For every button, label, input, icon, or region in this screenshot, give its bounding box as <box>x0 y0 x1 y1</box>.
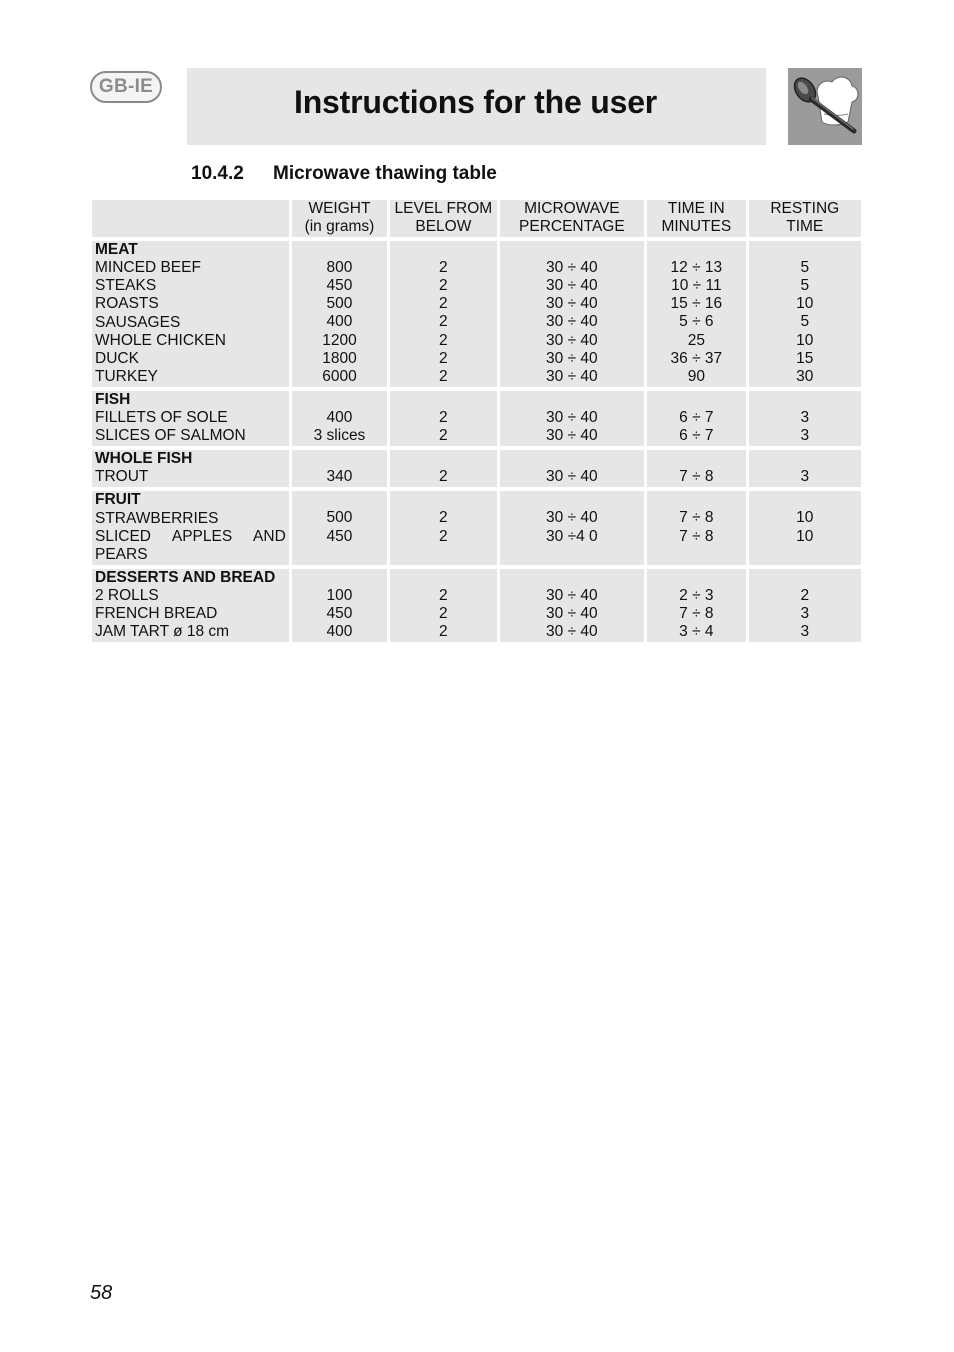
cell-value: 5 <box>800 313 810 331</box>
cell-value: 450 <box>326 277 353 295</box>
section-title: Microwave thawing table <box>273 163 497 184</box>
food-item: SLICES OF SALMON <box>95 427 246 445</box>
resting-cell <box>749 569 861 642</box>
cell-value: 2 <box>439 259 448 277</box>
food-item: TROUT <box>95 468 149 486</box>
food-item: STRAWBERRIES <box>95 509 219 527</box>
cell-value: 30 <box>796 367 814 385</box>
time-column-header <box>647 200 745 237</box>
cell-value: 2 <box>439 622 448 640</box>
cell-value: 2 <box>439 408 448 426</box>
cell-value: 10 ÷ 11 <box>671 277 722 295</box>
cell-value: 2 <box>439 295 448 313</box>
cell-value: 30 ÷ 40 <box>546 427 598 445</box>
cell-value: 10 <box>796 331 814 349</box>
cell-value: 25 <box>687 331 705 349</box>
language-badge <box>90 71 162 103</box>
header-label-line: LEVEL FROM <box>394 200 493 217</box>
header-label-line: MINUTES <box>661 218 732 236</box>
table-row <box>92 241 861 387</box>
header-label-line: BELOW <box>415 218 472 236</box>
page-number: 58 <box>90 1282 113 1304</box>
table-row <box>92 569 861 642</box>
category-label: DESSERTS AND BREAD <box>95 568 276 586</box>
time-cell <box>647 491 745 564</box>
spoon-and-chef-hat-icon <box>788 68 862 145</box>
cell-value: 6000 <box>322 367 357 385</box>
cell-value: 10 <box>796 527 814 545</box>
level-cell <box>390 241 496 387</box>
header-label-line: TIME IN <box>667 200 725 217</box>
cell-value: 100 <box>326 586 353 604</box>
food-item <box>95 528 286 546</box>
food-item: WHOLE CHICKEN <box>95 331 226 349</box>
cell-value: 30 ÷ 40 <box>546 367 598 385</box>
language-badge-label: GB-IE <box>98 76 154 97</box>
cell-value: 1200 <box>322 331 357 349</box>
header-label-line: (in grams) <box>304 218 375 236</box>
cell-value: 3 <box>800 408 810 426</box>
level-column-header <box>390 200 496 237</box>
cell-value: 2 <box>439 527 448 545</box>
food-item: JAM TART ø 18 cm <box>95 623 230 641</box>
weight-cell <box>292 241 387 387</box>
percentage-cell <box>500 569 645 642</box>
page-title: Instructions for the user <box>294 84 658 120</box>
food-item-word: SLICED <box>95 527 151 545</box>
time-cell <box>647 391 745 446</box>
cell-value: 7 ÷ 8 <box>679 468 714 486</box>
food-cell <box>92 391 289 446</box>
resting-cell <box>749 391 861 446</box>
food-cell <box>92 569 289 642</box>
food-cell <box>92 491 289 564</box>
cell-value: 7 ÷ 8 <box>679 509 714 527</box>
cell-value: 7 ÷ 8 <box>679 604 714 622</box>
cell-value: 30 ÷ 40 <box>546 277 598 295</box>
cell-value: 36 ÷ 37 <box>670 349 723 367</box>
cell-value: 500 <box>326 509 353 527</box>
header-label-line: RESTING <box>770 200 840 217</box>
cell-value: 30 ÷ 40 <box>546 349 598 367</box>
weight-cell <box>292 491 387 564</box>
percentage-cell <box>500 491 645 564</box>
thawing-table <box>89 196 864 646</box>
title-band <box>187 68 766 145</box>
resting-cell <box>749 491 861 564</box>
category-label: FISH <box>95 390 131 408</box>
header-label-line: TIME <box>786 218 824 236</box>
percentage-cell <box>500 241 645 387</box>
level-cell <box>390 391 496 446</box>
level-cell <box>390 491 496 564</box>
food-item-word: AND <box>253 527 286 545</box>
cell-value: 30 ÷ 40 <box>546 331 598 349</box>
cell-value: 30 ÷4 0 <box>546 527 598 545</box>
cell-value: 450 <box>326 527 353 545</box>
cell-value: 15 <box>796 349 814 367</box>
section-heading <box>191 163 497 185</box>
header-label-line: PERCENTAGE <box>519 218 625 236</box>
cell-value: 2 <box>439 427 448 445</box>
cell-value: 3 ÷ 4 <box>679 622 714 640</box>
percentage-column-header <box>500 200 645 237</box>
food-item: PEARS <box>95 545 148 563</box>
header-label-line: WEIGHT <box>308 200 371 217</box>
category-label: FRUIT <box>95 491 141 509</box>
food-item: FILLETS OF SOLE <box>95 409 228 427</box>
food-cell <box>92 241 289 387</box>
food-item: ROASTS <box>95 295 159 313</box>
resting-column-header <box>749 200 861 237</box>
cell-value: 30 ÷ 40 <box>546 408 598 426</box>
food-item: 2 ROLLS <box>95 586 159 604</box>
cell-value: 450 <box>326 604 353 622</box>
food-item: STEAKS <box>95 277 157 295</box>
level-cell <box>390 569 496 642</box>
cell-value: 30 ÷ 40 <box>546 295 598 313</box>
cell-value: 30 ÷ 40 <box>546 468 598 486</box>
cell-value: 3 slices <box>313 427 366 445</box>
weight-cell <box>292 391 387 446</box>
table-row <box>92 491 861 564</box>
category-label: MEAT <box>95 241 138 259</box>
time-cell <box>647 569 745 642</box>
cell-value: 2 <box>439 468 448 486</box>
cell-value: 3 <box>800 468 810 486</box>
cell-value: 3 <box>800 427 810 445</box>
food-cell <box>92 450 289 487</box>
weight-cell <box>292 450 387 487</box>
food-item-word: APPLES <box>171 527 233 545</box>
cell-value: 2 <box>800 586 810 604</box>
cell-value: 800 <box>326 259 353 277</box>
food-item: FRENCH BREAD <box>95 604 218 622</box>
cell-value: 12 ÷ 13 <box>670 259 723 277</box>
cell-value: 2 ÷ 3 <box>679 586 714 604</box>
cell-value: 5 <box>800 259 810 277</box>
percentage-cell <box>500 391 645 446</box>
percentage-cell <box>500 450 645 487</box>
resting-cell <box>749 241 861 387</box>
weight-column-header <box>292 200 387 237</box>
cell-value: 10 <box>796 295 814 313</box>
cell-value: 500 <box>326 295 353 313</box>
cell-value: 1800 <box>322 349 357 367</box>
cell-value: 2 <box>439 586 448 604</box>
cell-value: 6 ÷ 7 <box>679 427 714 445</box>
header-label-line: MICROWAVE <box>524 200 620 217</box>
table-row <box>92 450 861 487</box>
cell-value: 5 ÷ 6 <box>679 313 714 331</box>
section-number: 10.4.2 <box>191 163 244 184</box>
cell-value: 400 <box>326 622 353 640</box>
cell-value: 5 <box>800 277 810 295</box>
time-cell <box>647 241 745 387</box>
food-item: TURKEY <box>95 367 158 385</box>
cell-value: 3 <box>800 604 810 622</box>
cell-value: 400 <box>326 408 353 426</box>
cell-value: 2 <box>439 349 448 367</box>
cell-value: 400 <box>326 313 353 331</box>
cell-value: 2 <box>439 367 448 385</box>
weight-cell <box>292 569 387 642</box>
cell-value: 2 <box>439 509 448 527</box>
cell-value: 2 <box>439 313 448 331</box>
table-header-row <box>92 200 861 237</box>
cell-value: 30 ÷ 40 <box>546 622 598 640</box>
cell-value: 340 <box>326 468 353 486</box>
cell-value: 30 ÷ 40 <box>546 604 598 622</box>
resting-cell <box>749 450 861 487</box>
cell-value: 30 ÷ 40 <box>546 313 598 331</box>
cell-value: 2 <box>439 277 448 295</box>
cell-value: 2 <box>439 604 448 622</box>
food-item: DUCK <box>95 349 139 367</box>
time-cell <box>647 450 745 487</box>
table-row <box>92 391 861 446</box>
cell-value: 6 ÷ 7 <box>679 408 714 426</box>
food-item: MINCED BEEF <box>95 259 201 277</box>
food-item: SAUSAGES <box>95 313 181 331</box>
cell-value: 7 ÷ 8 <box>679 527 714 545</box>
cell-value: 3 <box>800 622 810 640</box>
cell-value: 10 <box>796 509 814 527</box>
level-cell <box>390 450 496 487</box>
cell-value: 15 ÷ 16 <box>670 295 723 313</box>
cell-value: 30 ÷ 40 <box>546 509 598 527</box>
food-column-header <box>92 200 289 237</box>
cell-value: 30 ÷ 40 <box>546 586 598 604</box>
category-label: WHOLE FISH <box>95 450 193 468</box>
cell-value: 2 <box>439 331 448 349</box>
cell-value: 90 <box>687 367 705 385</box>
cell-value: 30 ÷ 40 <box>546 259 598 277</box>
